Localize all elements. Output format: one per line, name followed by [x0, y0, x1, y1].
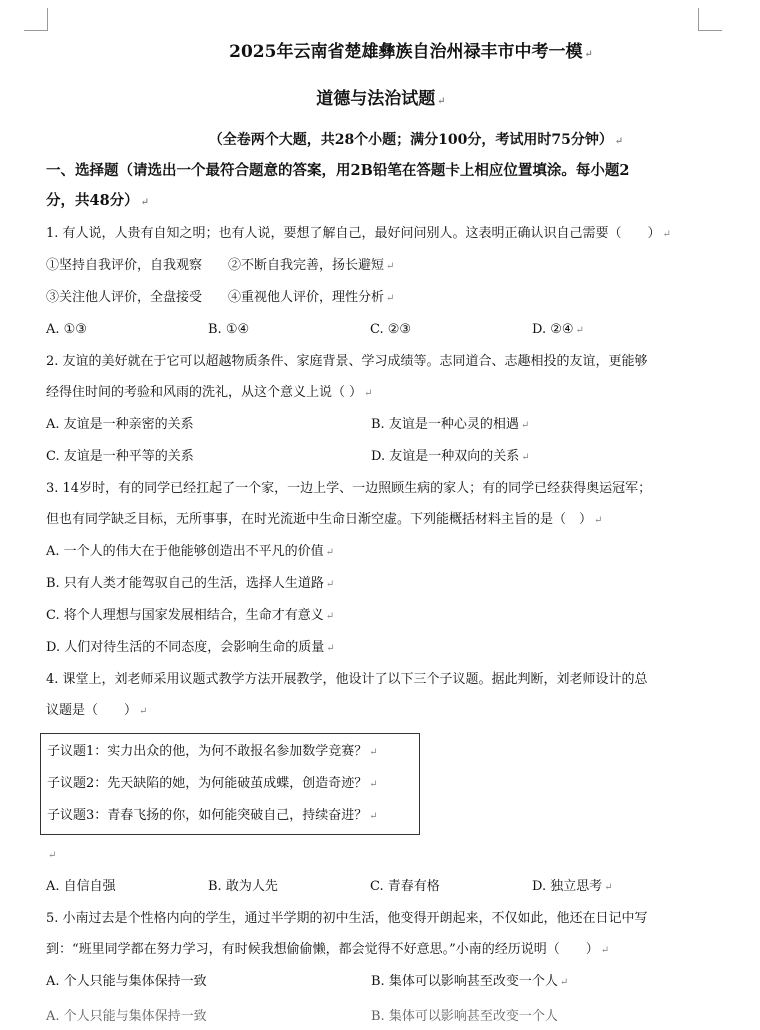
empty-paragraph: ↵: [48, 850, 57, 861]
answer-options: [46, 441, 716, 473]
option-d: D. 人们对待生活的不同态度，会影响生命的质量 ↵: [46, 640, 335, 655]
scan-artifact-repeat-options: [46, 1006, 716, 1028]
option-d: D. ②④ ↵: [532, 322, 584, 337]
option-c: C. 友谊是一种平等的关系: [46, 449, 194, 464]
option-a: A. 一个人的伟大在于他能够创造出不平凡的价值 ↵: [46, 544, 335, 559]
question-stem: 5. 小南过去是个性格内向的学生，通过半学期的初中生活，他变得开朗起来，不仅如此，他还在日记中写: [46, 911, 648, 926]
question-stem: 1. 有人说，人贵有自知之明；也有人说，要想了解自己，最好问问别人。这表明正确认识自己需要（ ） ↵: [46, 226, 671, 241]
question-stem: 2. 友谊的美好就在于它可以超越物质条件、家庭背景、学习成绩等。志同道合、志趣相投的友谊，更能够: [46, 354, 648, 369]
question-2: [46, 346, 716, 473]
option-b: B. 集体可以影响甚至改变一个人 ↵: [371, 974, 569, 989]
option-a: A. 个人只能与集体保持一致: [46, 1009, 207, 1024]
option-c: C. 青春有格: [370, 879, 440, 894]
answer-options: [46, 409, 716, 441]
question-stem: 到：“班里同学都在努力学习，有时候我想偷偷懒，都会觉得不好意思。”小南的经历说明（ ） ↵: [46, 942, 610, 957]
option-d: D. 独立思考 ↵: [532, 879, 613, 894]
option-a: A. 友谊是一种亲密的关系: [46, 417, 194, 432]
question-5: [46, 903, 716, 1028]
option-c: C. ②③: [370, 322, 412, 337]
option-c: C. 将个人理想与国家发展相结合，生命才有意义 ↵: [46, 608, 335, 623]
option-a: A. 自信自强: [46, 879, 116, 894]
exam-title: 2025年云南省楚雄彝族自治州禄丰市中考一模 ↵: [229, 42, 593, 62]
question-4: [46, 664, 716, 903]
question-stem: 但也有同学缺乏目标，无所事事，在时光流逝中生命日渐空虚。下列能概括材料主旨的是（ ） ↵: [46, 512, 603, 527]
exam-note: （全卷两个大题，共28个小题；满分100分，考试用时75分钟） ↵: [208, 132, 624, 148]
option-d: D. 友谊是一种双向的关系 ↵: [371, 449, 530, 464]
document-page: [46, 40, 716, 1028]
exam-subject-title: 道德与法治试题 ↵: [316, 89, 446, 109]
question-items: ③关注他人评价，全盘接受 ④重视他人评价，理性分析 ↵: [46, 290, 395, 305]
sub-topic-3: 子议题3：青春飞扬的你，如何能突破自己，持续奋进？ ↵: [47, 808, 378, 823]
question-1: [46, 218, 716, 346]
option-b: B. 集体可以影响甚至改变一个人: [371, 1009, 558, 1024]
sub-topic-2: 子议题2：先天缺陷的她，为何能破茧成蝶，创造奇迹？ ↵: [47, 776, 378, 791]
section-heading: 一、选择题（请选出一个最符合题意的答案，用2B铅笔在答题卡上相应位置填涂。每小题2 分，共48分） ↵: [46, 162, 630, 209]
option-b: B. 敢为人先: [208, 879, 278, 894]
question-stem: 3. 14岁时，有的同学已经扛起了一个家，一边上学、一边照顾生病的家人；有的同学已经获得奥运冠军；: [46, 481, 652, 496]
sub-topics-box: [40, 733, 420, 835]
question-items: ①坚持自我评价，自我观察 ②不断自我完善，扬长避短 ↵: [46, 258, 395, 273]
question-stem: 议题是（ ） ↵: [46, 703, 148, 718]
crop-mark-tl-h: [24, 30, 48, 31]
option-b: B. 友谊是一种心灵的相遇 ↵: [371, 417, 530, 432]
answer-options: [46, 966, 716, 998]
answer-options: [46, 871, 716, 903]
sub-topic-1: 子议题1：实力出众的他，为何不敢报名参加数学竞赛？ ↵: [47, 744, 378, 759]
question-stem: 经得住时间的考验和风雨的洗礼，从这个意义上说（ ） ↵: [46, 385, 373, 400]
answer-options: [46, 314, 716, 346]
crop-mark-tr-v: [698, 8, 699, 31]
option-b: B. 只有人类才能驾驭自己的生活，选择人生道路 ↵: [46, 576, 335, 591]
option-a: A. 个人只能与集体保持一致: [46, 974, 207, 989]
crop-mark-tl-v: [47, 8, 48, 31]
crop-mark-tr-h: [698, 30, 722, 31]
question-3: [46, 473, 716, 664]
option-a: A. ①③: [46, 322, 87, 337]
option-b: B. ①④: [208, 322, 250, 337]
question-stem: 4. 课堂上，刘老师采用议题式教学方法开展教学，他设计了以下三个子议题。据此判断，刘老师设计的总: [46, 672, 648, 687]
